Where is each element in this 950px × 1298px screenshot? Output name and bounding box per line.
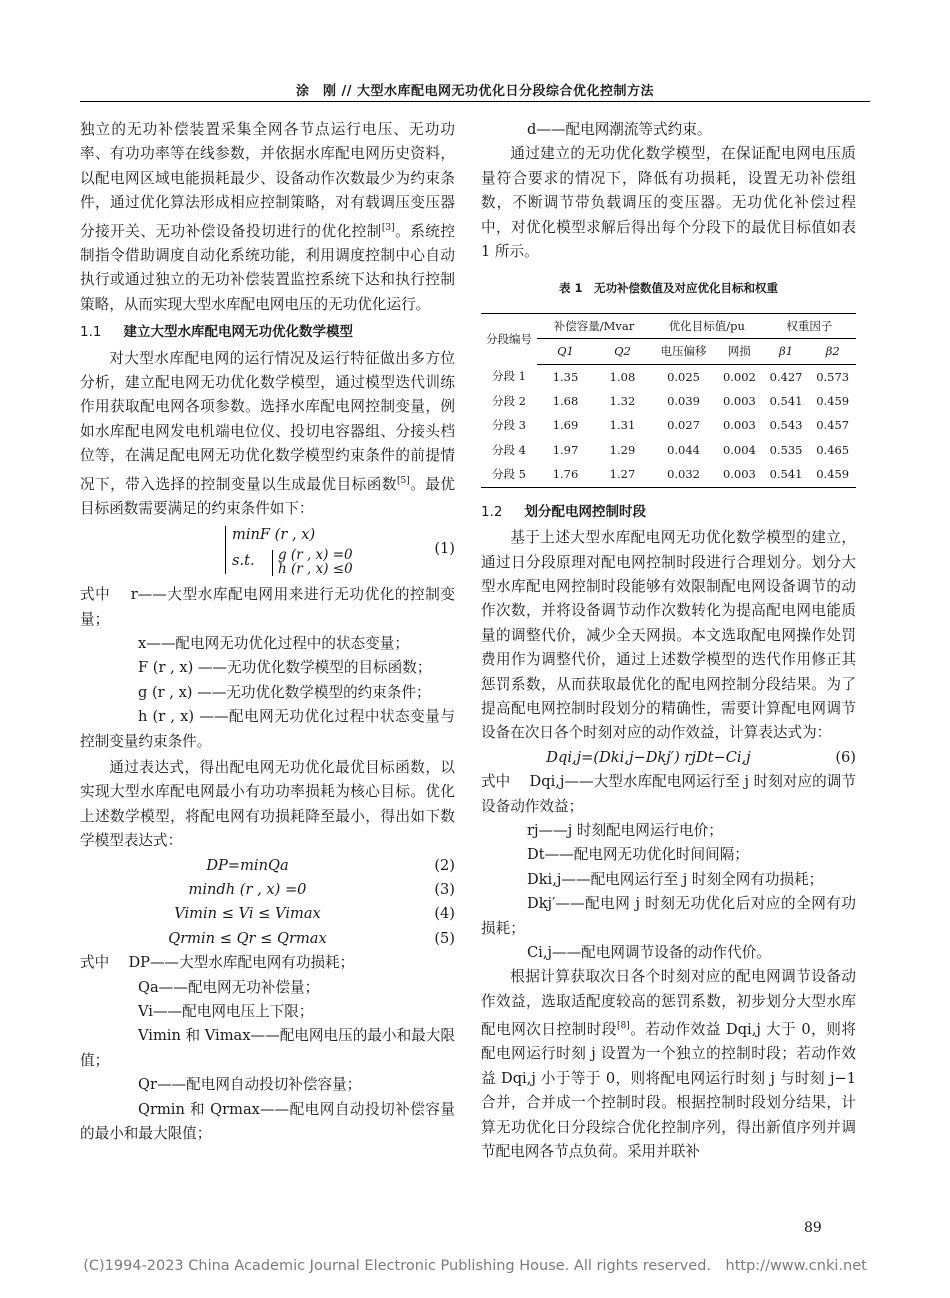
table-cell: 0.465 bbox=[816, 442, 850, 457]
term-Vminmax: Vimin 和 Vimax——配电网电压的最小和最大限值； bbox=[80, 1027, 455, 1069]
table-row bbox=[481, 389, 856, 413]
paragraph-3: 通过表达式，得出配电网无功优化最优目标函数，以实现大型水库配电网最小有功功率损耗为核心目标。优化上述数学模型，将配电网有功损耗降至最小，得出如下数学模型表达式： bbox=[80, 759, 455, 850]
equation-1 bbox=[80, 523, 455, 579]
table-cell: 0.573 bbox=[816, 369, 850, 384]
table-subheader: β1 bbox=[763, 339, 810, 364]
equation-5: Qrmin ≤ Qr ≤ Qrmax (5) bbox=[168, 929, 455, 947]
term-x: x——配电网无功优化过程中的状态变量； bbox=[138, 635, 409, 653]
table-cell: 0.044 bbox=[667, 442, 700, 457]
table-cell: 0.004 bbox=[722, 442, 756, 457]
table-cell: 分段 5 bbox=[481, 462, 537, 487]
table-cell: 0.025 bbox=[667, 369, 700, 384]
term-DP: 式中 DP——大型水库配电网有功损耗； bbox=[80, 954, 355, 972]
term-Dk: Dki,j——配电网运行至 j 时刻全网有功损耗； bbox=[527, 870, 824, 888]
term-Dq: 式中 Dqi,j——大型水库配电网运行至 j 时刻对应的调节设备动作效益； bbox=[481, 773, 856, 815]
table-cell: 0.543 bbox=[769, 418, 803, 433]
table-cell: 0.459 bbox=[816, 394, 850, 409]
section-1-1-heading: 1.1 建立大型水库配电网无功优化数学模型 bbox=[80, 324, 353, 341]
paragraph-6: 根据计算获取次日各个时刻对应的配电网调节设备动作效益，选取适配度较高的惩罚系数，初步划分大型水库配电网次日控制时段[8]。若动作效益 Dqi,j 大于 0，则将配电网运行时刻 j 设置为一个独立的控制时段；若动作效益 Dqi,j 小于等于 0，则将配电网运行时刻 j 与时刻 j−1 合并，合并成一个控制时段。根据控制时段划分结果，计算无功优化日分段综合优化控制序列，得出新值序列并调节配电网各节点负荷。采用并联补 bbox=[481, 968, 856, 1161]
table-row bbox=[481, 438, 856, 462]
term-Qr: Qr——配电网自动投切补偿容量； bbox=[138, 1076, 362, 1094]
table-cell: 0.459 bbox=[809, 462, 856, 487]
table-cell: 分段 2 bbox=[492, 394, 526, 409]
right-column bbox=[481, 118, 856, 1165]
table-subheader: 电压偏移 bbox=[651, 339, 716, 364]
term-r: 式中 r——大型水库配电网用来进行无功优化的控制变量； bbox=[80, 586, 455, 628]
table-cell: 1.29 bbox=[609, 442, 636, 457]
table-cell: 0.027 bbox=[667, 418, 700, 433]
term-g: g (r , x) ——无功优化数学模型的约束条件； bbox=[138, 683, 431, 701]
table-cell: 0.541 bbox=[763, 462, 810, 487]
table-cell: 0.003 bbox=[722, 394, 756, 409]
table-cell: 1.35 bbox=[552, 369, 579, 384]
term-F: F (r , x) ——无功优化数学模型的目标函数； bbox=[138, 659, 432, 677]
table-cell: 0.427 bbox=[769, 369, 803, 384]
table-row bbox=[481, 364, 856, 389]
section-1-2-heading: 1.2 划分配电网控制时段 bbox=[481, 503, 646, 520]
table-cell: 0.032 bbox=[651, 462, 716, 487]
equation-1-st: s.t. bbox=[232, 552, 255, 570]
table-cell: 1.27 bbox=[594, 462, 651, 487]
term-Dkp: Dkj′——配电网 j 时刻无功优化后对应的全网有功损耗； bbox=[481, 895, 856, 937]
table-subheader: 网损 bbox=[716, 339, 763, 364]
table-cell: 0.003 bbox=[716, 462, 763, 487]
table-header-weight: 权重因子 bbox=[763, 313, 856, 338]
equation-brace bbox=[225, 526, 226, 574]
term-Dt: Dt——配电网无功优化时间间隔； bbox=[527, 846, 749, 864]
paragraph-4: 通过建立的无功优化数学模型，在保证配电网电压质量符合要求的情况下，降低有功损耗，设置无功补偿组数，不断调节带负载调压的变压器。无功优化补偿过程中，对优化模型求解后得出每个分段下的最优目标值如表 1 所示。 bbox=[481, 145, 856, 261]
table-header-segment: 分段编号 bbox=[481, 313, 537, 364]
table-cell: 0.541 bbox=[769, 394, 803, 409]
equation-2: DP=minQa (2) bbox=[206, 856, 455, 874]
running-header: 涂 刚 // 大型水库配电网无功优化日分段综合优化控制方法 bbox=[295, 84, 655, 99]
header-rule bbox=[80, 101, 870, 102]
table-header-optimization: 优化目标值/pu bbox=[651, 313, 763, 338]
term-rj: rj——j 时刻配电网运行电价； bbox=[527, 821, 723, 839]
term-h: h (r , x) ——配电网无功优化过程中状态变量与控制变量约束条件。 bbox=[80, 708, 455, 750]
table-header-compensation: 补偿容量/Mvar bbox=[537, 313, 651, 338]
paragraph-2: 对大型水库配电网的运行情况及运行特征做出多方位分析，建立配电网无功优化数学模型，通过模型迭代训练作用获取配电网各项参数。选择水库配电网控制变量，例如水库配电网发电机端电位仪、投切电容器组、分接头档位等，在满足配电网无功优化数学模型约束条件的前提情况下，带入选择的控制变量以生成最优目标函数[5]。最优目标函数需要满足的约束条件如下： bbox=[80, 349, 455, 517]
table-cell: 分段 3 bbox=[492, 418, 526, 433]
table-cell: 1.31 bbox=[609, 418, 636, 433]
table-1 bbox=[481, 313, 856, 488]
equation-3: mindh (r , x) =0 (3) bbox=[188, 881, 455, 899]
table-cell: 1.97 bbox=[552, 442, 579, 457]
table-cell: 0.002 bbox=[722, 369, 756, 384]
table-subheader: Q1 bbox=[537, 339, 594, 364]
equation-6: Dqi,j=(Dki,j−Dkj′) rjDt−Ci,j (6) bbox=[546, 748, 856, 766]
equation-1-objective: minF (r , x) bbox=[232, 526, 316, 544]
table-cell: 分段 4 bbox=[492, 442, 526, 457]
term-C: Ci,j——配电网调节设备的动作代价。 bbox=[527, 943, 771, 961]
table-cell: 0.003 bbox=[722, 418, 756, 433]
table-cell: 0.535 bbox=[769, 442, 803, 457]
table-cell: 1.76 bbox=[537, 462, 594, 487]
term-Qminmax: Qrmin 和 Qrmax——配电网自动投切补偿容量的最小和最大限值； bbox=[80, 1100, 455, 1143]
table-cell: 分段 1 bbox=[492, 369, 526, 384]
table-cell: 1.68 bbox=[552, 394, 579, 409]
table-cell: 1.32 bbox=[609, 394, 636, 409]
table-subheader: β2 bbox=[809, 339, 856, 364]
page-number: 89 bbox=[804, 1220, 822, 1236]
left-column bbox=[80, 118, 455, 1147]
copyright-footer: (C)1994-2023 China Academic Journal Electronic Publishing House. All rights reserved. http://www.cnki.net bbox=[83, 1258, 867, 1274]
term-Qa: Qa——配电网无功补偿量； bbox=[138, 978, 320, 996]
table-cell: 0.457 bbox=[816, 418, 850, 433]
table-cell: 0.039 bbox=[667, 394, 700, 409]
term-d: d——配电网潮流等式约束。 bbox=[527, 121, 712, 138]
table-subheader: Q2 bbox=[594, 339, 651, 364]
table-1-caption: 表 1 无功补偿数值及对应优化目标和权重 bbox=[558, 281, 778, 296]
equation-1-constraints: g (r , x) =0 h (r , x) ≤0 bbox=[278, 548, 353, 576]
paragraph-5: 基于上述大型水库配电网无功优化数学模型的建立，通过日分段原理对配电网控制时段进行合理划分。划分大型水库配电网控制时段能够有效限制配电网设备调节的动作次数，并将设备调节动作次数转化为提高配电网电能质量的调整代价，减少全天网损。本文选取配电网操作处罚费用作为调整代价，通过上述数学模型的迭代作用修正其惩罚系数，从而获取最优化的配电网控制分段结果。为了提高配电网控制时段划分的精确性，需要计算配电网调节设备在次日各个时刻对应的动作效益，计算表达式为： bbox=[481, 529, 856, 742]
table-cell: 1.69 bbox=[552, 418, 579, 433]
equation-number: (1) bbox=[434, 540, 455, 558]
table-row bbox=[481, 462, 856, 487]
equation-4: Vimin ≤ Vi ≤ Vimax (4) bbox=[174, 905, 455, 923]
paragraph-1: 独立的无功补偿装置采集全网各节点运行电压、无功功率、有功功率等在线参数，并依据水库配电网历史资料，以配电网区域电能损耗最少、设备动作次数最少为约束条件，通过优化算法形成相应控制策略，对有载调压变压器分接开关、无功补偿设备投切进行的优化控制[3]。系统控制指令借助调度自动化系统功能，利用调度控制中心自动执行或通过独立的无功补偿装置监控系统下达和执行控制策略，从而实现大型水库配电网电压的无功优化运行。 bbox=[80, 121, 455, 313]
table-cell: 1.08 bbox=[609, 369, 636, 384]
table-row bbox=[481, 413, 856, 437]
term-Vi: Vi——配电网电压上下限； bbox=[138, 1003, 314, 1021]
